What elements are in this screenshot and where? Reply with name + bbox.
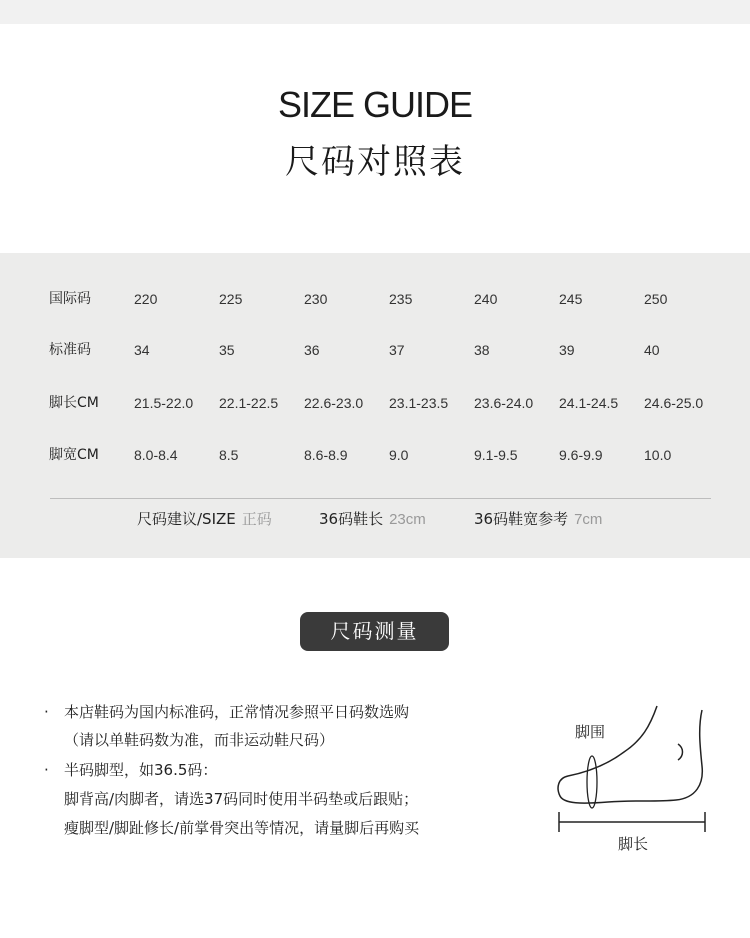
- size-note-value: 23cm: [389, 511, 426, 528]
- row-label: 国际码: [49, 291, 91, 307]
- row-label: 脚宽CM: [49, 447, 99, 463]
- table-cell: 9.0: [389, 447, 409, 463]
- list-item: [44, 756, 217, 784]
- bullet: ·: [44, 761, 49, 779]
- size-notes: [0, 507, 750, 531]
- table-cell: 240: [474, 291, 498, 307]
- table-cell: 230: [304, 291, 328, 307]
- table-cell: 250: [644, 291, 668, 307]
- table-cell: 21.5-22.0: [134, 395, 194, 411]
- table-cell: 36: [304, 342, 320, 358]
- table-cell: 235: [389, 291, 413, 307]
- size-note-key: 36码鞋宽参考: [474, 510, 569, 528]
- size-note: [319, 507, 426, 532]
- girth-label: 脚围: [575, 723, 606, 741]
- table-cell: 34: [134, 342, 150, 358]
- page-title-en: SIZE GUIDE: [277, 84, 473, 125]
- instruction-text: 瘦脚型/脚趾修长/前掌骨突出等情况，请量脚后再购买: [64, 819, 420, 837]
- table-cell: 245: [559, 291, 583, 307]
- top-band: [0, 0, 750, 24]
- size-note: [474, 507, 602, 532]
- instruction-text: （请以单鞋码数为准，而非运动鞋尺码）: [64, 731, 335, 749]
- table-cell: 8.6-8.9: [304, 447, 348, 463]
- table-cell: 24.1-24.5: [559, 395, 619, 411]
- instruction-text: 本店鞋码为国内标准码，正常情况参照平日码数选购: [64, 703, 410, 721]
- table-divider: [50, 498, 711, 499]
- table-cell: 38: [474, 342, 490, 358]
- size-note-key: 36码鞋长: [319, 510, 384, 528]
- table-cell: 10.0: [644, 447, 672, 463]
- list-item: [44, 726, 334, 754]
- table-row: [0, 443, 750, 467]
- row-label: 标准码: [49, 342, 91, 358]
- size-table: [0, 253, 750, 558]
- table-cell: 23.1-23.5: [389, 395, 449, 411]
- list-item: [44, 698, 409, 726]
- measure-section-title: 尺码测量: [300, 612, 449, 651]
- size-note: [137, 507, 272, 532]
- table-cell: 225: [219, 291, 243, 307]
- row-label: 脚长CM: [49, 395, 99, 411]
- bullet: ·: [44, 703, 49, 721]
- table-cell: 37: [389, 342, 405, 358]
- table-cell: 35: [219, 342, 235, 358]
- table-row: [0, 338, 750, 362]
- table-cell: 24.6-25.0: [644, 395, 704, 411]
- header: [0, 24, 750, 253]
- size-note-key: 尺码建议/SIZE: [137, 510, 236, 528]
- table-cell: 9.1-9.5: [474, 447, 518, 463]
- table-cell: 22.6-23.0: [304, 395, 364, 411]
- table-cell: 39: [559, 342, 575, 358]
- table-cell: 220: [134, 291, 158, 307]
- foot-measure-diagram: [552, 700, 717, 860]
- instruction-text: 脚背高/肉脚者，请选37码同时使用半码垫或后跟贴；: [64, 790, 419, 808]
- table-row: [0, 287, 750, 311]
- length-label: 脚长: [618, 835, 649, 853]
- table-cell: 22.1-22.5: [219, 395, 279, 411]
- table-row: [0, 391, 750, 415]
- size-note-value: 正码: [241, 511, 272, 528]
- size-note-value: 7cm: [574, 511, 603, 528]
- table-cell: 23.6-24.0: [474, 395, 534, 411]
- list-item: [44, 785, 418, 813]
- table-cell: 8.0-8.4: [134, 447, 178, 463]
- page-title-cn: 尺码对照表: [285, 142, 465, 182]
- list-item: [44, 814, 419, 842]
- table-cell: 9.6-9.9: [559, 447, 603, 463]
- table-cell: 40: [644, 342, 660, 358]
- instruction-text: 半码脚型，如36.5码：: [64, 761, 218, 779]
- table-cell: 8.5: [219, 447, 239, 463]
